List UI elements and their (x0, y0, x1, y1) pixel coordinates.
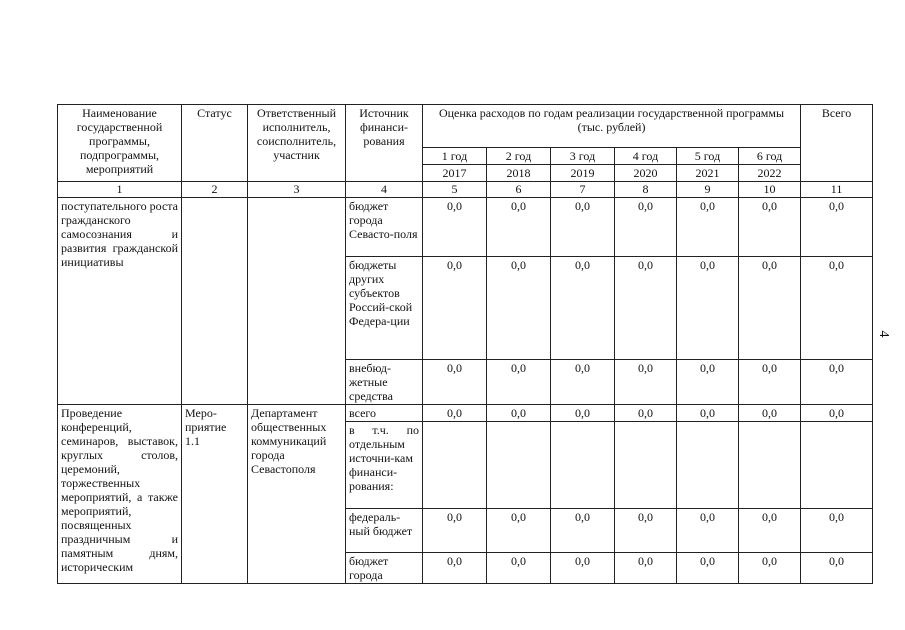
value-cell: 0,0 (677, 405, 739, 422)
value-cell: 0,0 (615, 360, 677, 405)
header-estimate: Оценка расходов по годам реализации государственной программы (тыс. рублей) (423, 105, 801, 148)
value-cell: 0,0 (551, 257, 615, 360)
total-cell: 0,0 (801, 509, 873, 553)
header-source: Источник финанси-рования (346, 105, 423, 182)
column-number: 5 (423, 182, 487, 198)
value-cell: 0,0 (615, 257, 677, 360)
header-responsible: Ответственный исполнитель, соисполнитель, участник (248, 105, 346, 182)
column-number: 4 (346, 182, 423, 198)
total-cell: 0,0 (801, 553, 873, 584)
value-cell: 0,0 (677, 509, 739, 553)
value-cell: 0,0 (487, 198, 551, 257)
total-cell (801, 422, 873, 509)
table-row (58, 198, 873, 257)
value-cell: 0,0 (423, 553, 487, 584)
year-label: 4 год (615, 148, 677, 165)
total-cell: 0,0 (801, 198, 873, 257)
value-cell (551, 422, 615, 509)
value-cell: 0,0 (739, 198, 801, 257)
total-cell: 0,0 (801, 405, 873, 422)
event-name: Проведение конференций, семинаров, выставок, круглых столов, церемоний, торжественных мероприятий, а также мероприятий, посвященных праздничным и памятным дням, историческим (58, 405, 182, 584)
page-number: 4 (876, 330, 891, 338)
column-number: 2 (182, 182, 248, 198)
value-cell: 0,0 (615, 509, 677, 553)
value-cell: 0,0 (487, 405, 551, 422)
source-cell: бюджеты других субъектов Россий-ской Федера-ции (346, 257, 423, 360)
value-cell: 0,0 (423, 509, 487, 553)
value-cell: 0,0 (615, 198, 677, 257)
column-number: 3 (248, 182, 346, 198)
source-cell: всего (346, 405, 423, 422)
value-cell (615, 422, 677, 509)
value-cell: 0,0 (423, 405, 487, 422)
source-cell: федераль-ный бюджет (346, 509, 423, 553)
table-row (58, 405, 873, 422)
value-cell: 0,0 (551, 360, 615, 405)
year-value: 2019 (551, 165, 615, 182)
year-value: 2022 (739, 165, 801, 182)
column-number: 8 (615, 182, 677, 198)
source-cell: внебюд-жетные средства (346, 360, 423, 405)
value-cell: 0,0 (677, 553, 739, 584)
value-cell: 0,0 (423, 360, 487, 405)
value-cell: 0,0 (739, 509, 801, 553)
year-label: 1 год (423, 148, 487, 165)
total-cell: 0,0 (801, 360, 873, 405)
column-number: 1 (58, 182, 182, 198)
year-label: 3 год (551, 148, 615, 165)
value-cell: 0,0 (551, 553, 615, 584)
value-cell: 0,0 (551, 405, 615, 422)
header-total: Всего (801, 105, 873, 182)
year-value: 2021 (677, 165, 739, 182)
year-label: 6 год (739, 148, 801, 165)
source-cell: в т.ч. по отдельным источни-кам финанси-рования: (346, 422, 423, 509)
column-number: 6 (487, 182, 551, 198)
responsible-cell (248, 198, 346, 405)
year-label: 2 год (487, 148, 551, 165)
value-cell: 0,0 (551, 198, 615, 257)
status-cell: Меро-приятие 1.1 (182, 405, 248, 584)
value-cell: 0,0 (615, 405, 677, 422)
column-number: 7 (551, 182, 615, 198)
value-cell: 0,0 (739, 405, 801, 422)
column-number: 10 (739, 182, 801, 198)
value-cell: 0,0 (487, 360, 551, 405)
value-cell: 0,0 (423, 257, 487, 360)
value-cell: 0,0 (487, 257, 551, 360)
year-value: 2020 (615, 165, 677, 182)
header-row-1 (58, 105, 873, 148)
header-status: Статус (182, 105, 248, 182)
source-cell: бюджет города Севасто-поля (346, 198, 423, 257)
program-name: поступательного роста гражданского самосознания и развития гражданской инициативы (58, 198, 182, 405)
value-cell: 0,0 (739, 360, 801, 405)
value-cell: 0,0 (677, 360, 739, 405)
value-cell (677, 422, 739, 509)
column-numbers-row (58, 182, 873, 198)
value-cell: 0,0 (423, 198, 487, 257)
value-cell: 0,0 (487, 553, 551, 584)
value-cell: 0,0 (677, 198, 739, 257)
value-cell (423, 422, 487, 509)
value-cell: 0,0 (739, 553, 801, 584)
value-cell: 0,0 (615, 553, 677, 584)
source-cell: бюджет города (346, 553, 423, 584)
column-number: 9 (677, 182, 739, 198)
total-cell: 0,0 (801, 257, 873, 360)
status-cell (182, 198, 248, 405)
value-cell (487, 422, 551, 509)
year-label: 5 год (677, 148, 739, 165)
value-cell (739, 422, 801, 509)
year-value: 2018 (487, 165, 551, 182)
column-number: 11 (801, 182, 873, 198)
value-cell: 0,0 (677, 257, 739, 360)
value-cell: 0,0 (487, 509, 551, 553)
value-cell: 0,0 (739, 257, 801, 360)
responsible-cell: Департамент общественных коммуникаций города Севастополя (248, 405, 346, 584)
expense-table (57, 104, 873, 584)
value-cell: 0,0 (551, 509, 615, 553)
header-name: Наименование государственной программы, подпрограммы, мероприятий (58, 105, 182, 182)
year-value: 2017 (423, 165, 487, 182)
